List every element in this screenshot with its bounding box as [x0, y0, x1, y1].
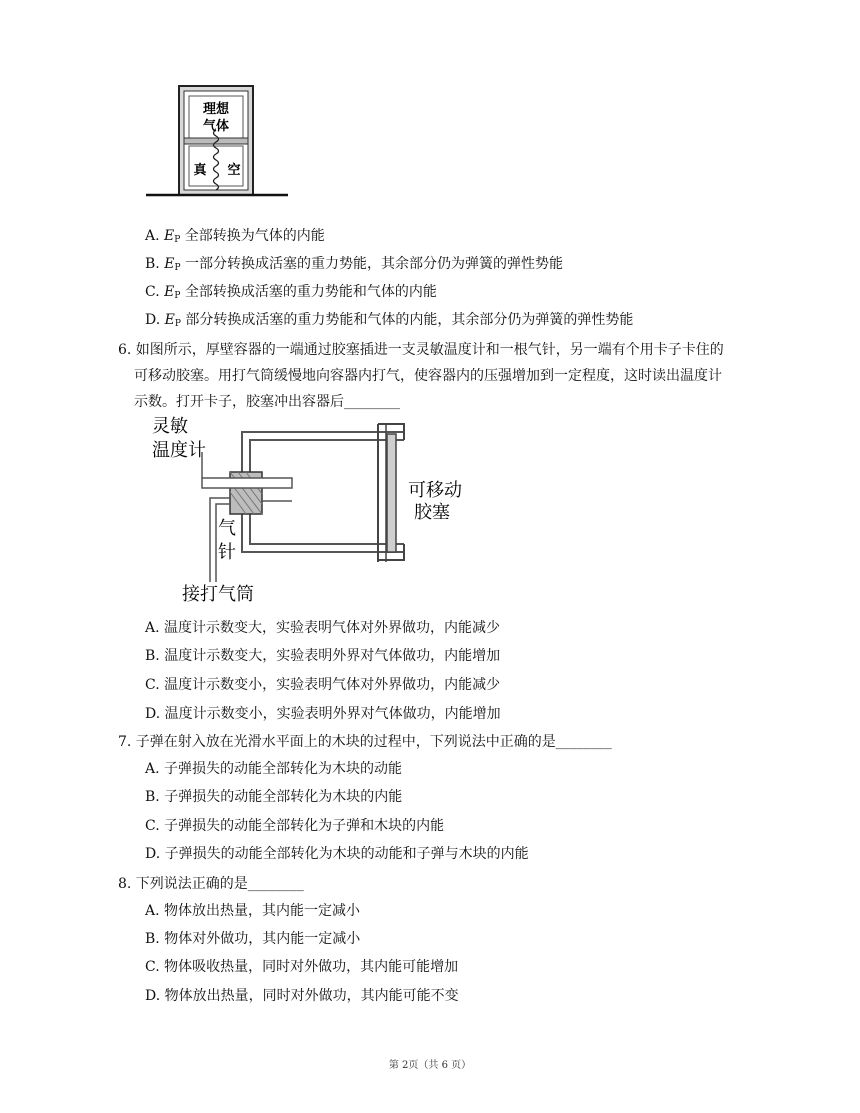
q5-option-d: D. $E_P$ 部分转换成活塞的重力势能和气体的内能，其余部分仍为弹簧的弹性势能	[145, 312, 634, 329]
needle-label-line2: 针	[218, 542, 236, 563]
q8-option-c: C. 物体吸收热量，同时对外做功，其内能可能增加	[145, 959, 459, 975]
fig1-label-top2: 气体	[202, 119, 230, 134]
fig1-label-bottom-left: 真	[193, 163, 207, 178]
q8-option-a: A. 物体放出热量，其内能一定减小	[145, 903, 361, 919]
q7-option-a: A. 子弹损失的动能全部转化为木块的动能	[145, 761, 403, 777]
q5-option-c: C. $E_P$ 全部转换成活塞的重力势能和气体的内能	[145, 284, 437, 301]
q6-option-c: C. 温度计示数变小，实验表明气体对外界做功，内能减少	[145, 677, 501, 693]
pump-label: 接打气筒	[182, 584, 254, 605]
q6-stem-line1: 6. 如图所示，厚壁容器的一端通过胶塞插进一支灵敏温度计和一根气针，另一端有个用卡子卡住的	[118, 342, 724, 358]
thermometer-label-line1: 灵敏	[152, 416, 188, 437]
q7-stem: 7. 子弹在射入放在光滑水平面上的木块的过程中，下列说法中正确的是________	[118, 734, 612, 750]
q7-option-b: B. 子弹损失的动能全部转化为木块的内能	[145, 789, 403, 805]
needle-label-line1: 气	[218, 518, 236, 539]
q5-option-a: A. $E_P$ 全部转换为气体的内能	[145, 228, 325, 245]
q7-option-c: C. 子弹损失的动能全部转化为子弹和木块的内能	[145, 818, 445, 834]
q7-option-d: D. 子弹损失的动能全部转化为木块的动能和子弹与木块的内能	[145, 846, 529, 862]
q8-option-d: D. 物体放出热量，同时对外做功，其内能可能不变	[145, 988, 459, 1004]
q6-option-a: A. 温度计示数变大，实验表明气体对外界做功，内能减少	[145, 620, 501, 636]
stopper-label-line2: 胶塞	[414, 502, 450, 523]
q6-stem-line2: 可移动胶塞。用打气筒缓慢地向容器内打气，使容器内的压强增加到一定程度，这时读出温度计	[134, 368, 722, 384]
q6-option-d: D. 温度计示数变小，实验表明外界对气体做功，内能增加	[145, 706, 501, 722]
q5-option-b: B. $E_P$ 一部分转换成活塞的重力势能，其余部分仍为弹簧的弹性势能	[145, 256, 563, 273]
thermometer-label-line2: 温度计	[152, 440, 206, 461]
q6-option-b: B. 温度计示数变大，实验表明外界对气体做功，内能增加	[145, 648, 501, 664]
gas-spring-figure	[140, 84, 292, 200]
q6-stem-line3: 示数。打开卡子，胶塞冲出容器后________	[134, 394, 400, 410]
page-footer: 第 2页（共 6 页）	[388, 1060, 472, 1071]
fig1-label-top1: 理想	[202, 102, 230, 117]
q8-stem: 8. 下列说法正确的是________	[118, 876, 304, 892]
container-figure	[142, 412, 482, 608]
fig1-label-bottom-right: 空	[227, 163, 241, 178]
stopper-label-line1: 可移动	[408, 480, 462, 501]
q8-option-b: B. 物体对外做功，其内能一定减小	[145, 931, 361, 947]
